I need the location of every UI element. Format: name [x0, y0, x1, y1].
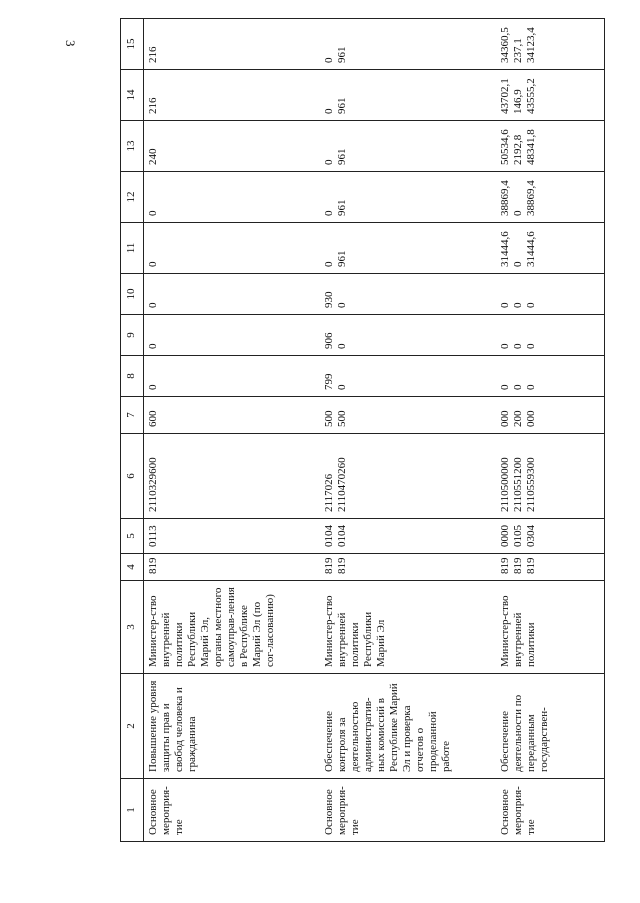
col-header-3: 3 [121, 581, 144, 674]
row-target-code: 2117026 2110470260 [320, 434, 496, 519]
row-value-12: 38869,4 0 38869,4 [496, 172, 604, 223]
row-section-code: 0113 [144, 519, 320, 554]
col-header-8: 8 [121, 356, 144, 397]
row-value-8: 0 [144, 356, 320, 397]
row-value-9: 906 0 [320, 315, 496, 356]
row-value-13: 0 961 [320, 121, 496, 172]
row-value-12: 0 [144, 172, 320, 223]
row-type: Основное мероприя-тие [496, 779, 604, 842]
table-row [144, 19, 320, 842]
row-expense-type: 600 [144, 397, 320, 434]
row-executor: Министер-ство внутренней политики [496, 581, 604, 674]
row-name: Обеспечение контроля за деятельностью административ-ных комиссий в Республике Марий Эл и проверка отчетов о проделанной работе [320, 674, 496, 779]
row-section-code: 0000 0105 0304 [496, 519, 604, 554]
row-value-8: 0 0 0 [496, 356, 604, 397]
row-value-11: 31444,6 0 31444,6 [496, 223, 604, 274]
row-value-12: 0 961 [320, 172, 496, 223]
col-header-6: 6 [121, 434, 144, 519]
row-expense-type: 000 200 000 [496, 397, 604, 434]
col-header-2: 2 [121, 674, 144, 779]
col-header-4: 4 [121, 554, 144, 581]
col-header-11: 11 [121, 223, 144, 274]
col-header-10: 10 [121, 274, 144, 315]
row-executor: Министер-ство внутренней политики Республики Марий Эл [320, 581, 496, 674]
row-value-8: 799 0 [320, 356, 496, 397]
row-target-code: 2110500000 2110551200 2110559300 [496, 434, 604, 519]
row-expense-type: 500 500 [320, 397, 496, 434]
row-value-13: 50534,6 2192,8 48341,8 [496, 121, 604, 172]
row-value-15: 216 [144, 19, 320, 70]
row-value-9: 0 0 0 [496, 315, 604, 356]
row-grbs-code: 819 819 819 [496, 554, 604, 581]
row-grbs-code: 819 819 [320, 554, 496, 581]
row-value-15: 0 961 [320, 19, 496, 70]
col-header-15: 15 [121, 19, 144, 70]
row-target-code: 2110329600 [144, 434, 320, 519]
row-value-14: 0 961 [320, 70, 496, 121]
row-value-9: 0 [144, 315, 320, 356]
row-type: Основное мероприя-тие [144, 779, 320, 842]
row-executor: Министер-ство внутренней политики Республики Марий Эл, органы местного самоуправ-ления в Республике Марий Эл (по сог-ласованию) [144, 581, 320, 674]
col-header-12: 12 [121, 172, 144, 223]
col-header-9: 9 [121, 315, 144, 356]
table-row [320, 19, 496, 842]
row-value-14: 216 [144, 70, 320, 121]
row-name: Повышение уровня защиты прав и свобод человека и гражданина [144, 674, 320, 779]
row-value-13: 240 [144, 121, 320, 172]
col-header-7: 7 [121, 397, 144, 434]
col-header-5: 5 [121, 519, 144, 554]
col-header-1: 1 [121, 779, 144, 842]
row-section-code: 0104 0104 [320, 519, 496, 554]
budget-table [120, 18, 605, 842]
row-value-11: 0 [144, 223, 320, 274]
page-number: 3 [63, 40, 78, 47]
row-value-15: 34360,5 237,1 34123,4 [496, 19, 604, 70]
row-grbs-code: 819 [144, 554, 320, 581]
row-value-10: 930 0 [320, 274, 496, 315]
column-number-row [121, 19, 144, 842]
row-value-11: 0 961 [320, 223, 496, 274]
row-name: Обеспечение деятельности по переданным государствен- [496, 674, 604, 779]
row-value-10: 0 [144, 274, 320, 315]
row-value-14: 43702,1 146,9 43555,2 [496, 70, 604, 121]
row-type: Основное мероприя-тие [320, 779, 496, 842]
table-row [496, 19, 604, 842]
col-header-13: 13 [121, 121, 144, 172]
col-header-14: 14 [121, 70, 144, 121]
row-value-10: 0 0 0 [496, 274, 604, 315]
